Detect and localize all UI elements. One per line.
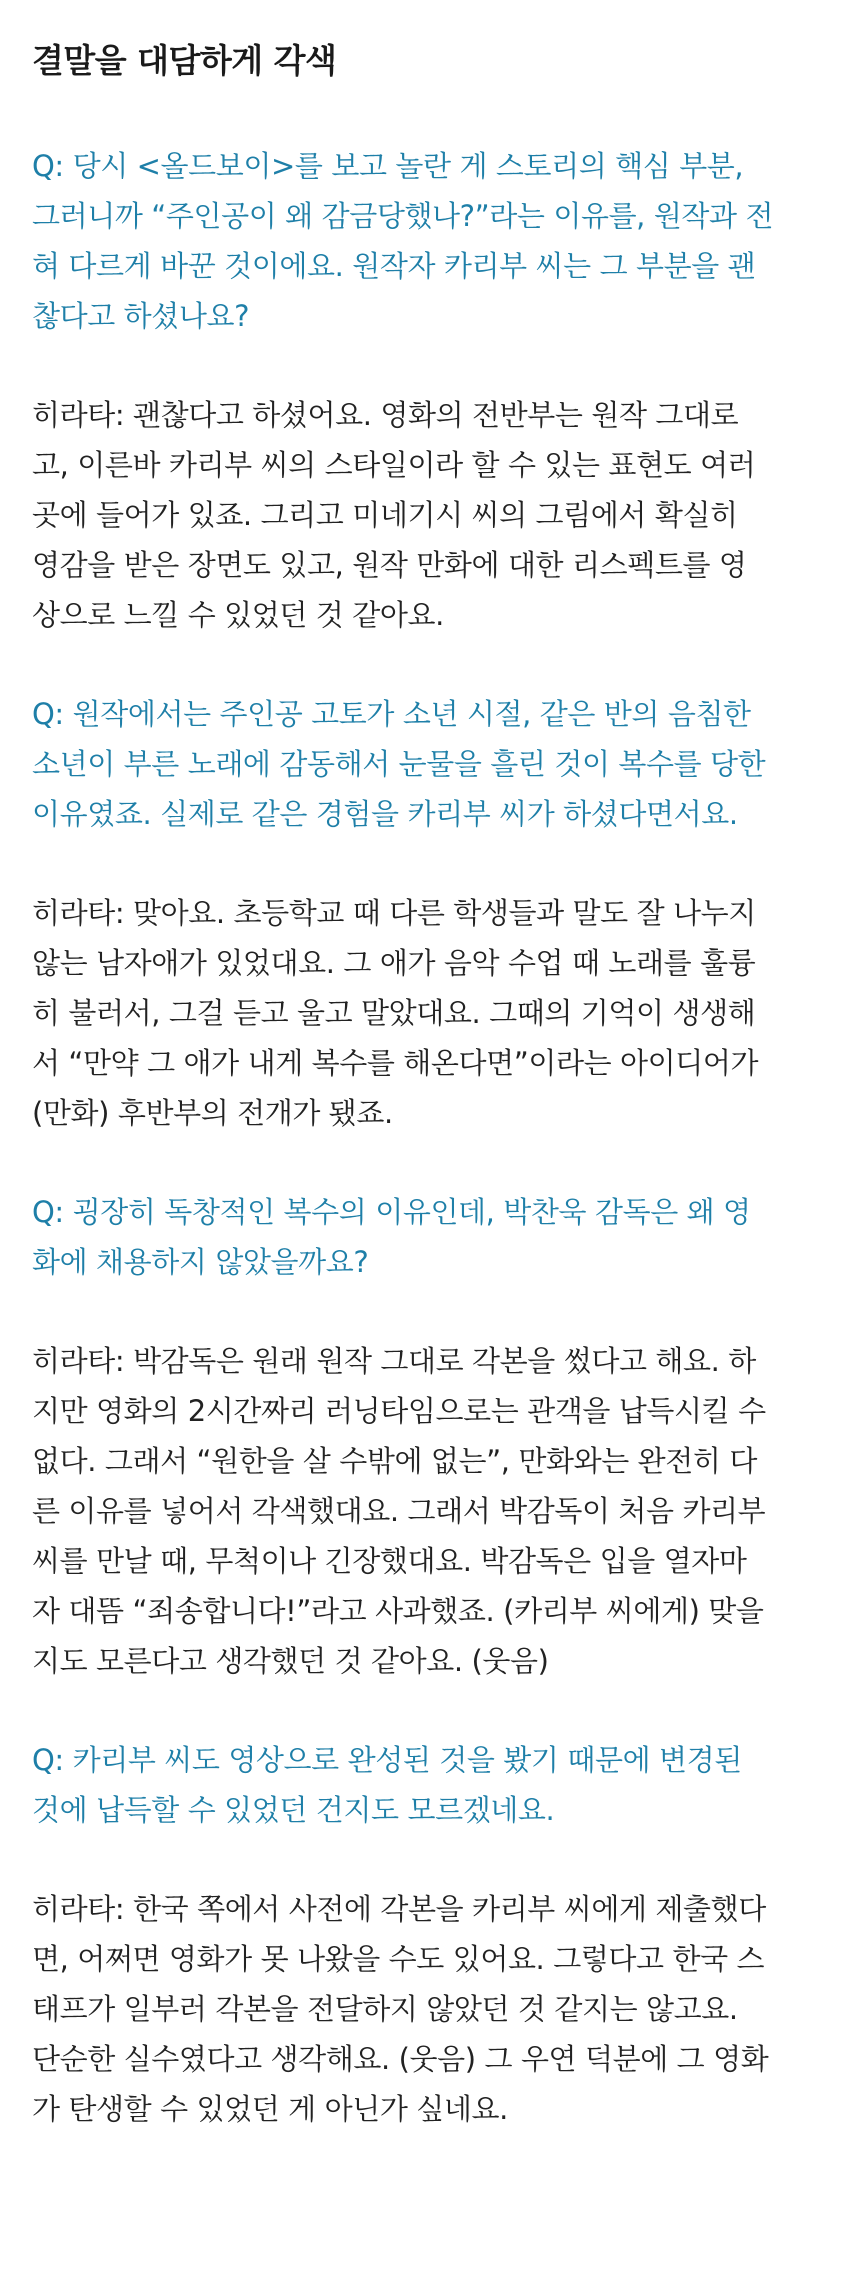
text-line: 소년이 부른 노래에 감동해서 눈물을 흘린 것이 복수를 당한 <box>32 747 766 781</box>
text-line: Q: 원작에서는 주인공 고토가 소년 시절, 같은 반의 음침한 <box>32 697 751 731</box>
text-line: Q: 카리부 씨도 영상으로 완성된 것을 봤기 때문에 변경된 <box>32 1743 742 1777</box>
text-line: 자 대뜸 “죄송합니다!”라고 사과했죠. (카리부 씨에게) 맞을 <box>32 1594 764 1628</box>
text-line: 고, 이른바 카리부 씨의 스타일이라 할 수 있는 표현도 여러 <box>32 448 756 482</box>
answer-paragraph <box>32 390 822 640</box>
answer-paragraph <box>32 1336 822 1686</box>
text-line: 히 불러서, 그걸 듣고 울고 말았대요. 그때의 기억이 생생해 <box>32 996 756 1030</box>
text-line: 가 탄생할 수 있었던 게 아닌가 싶네요. <box>32 2092 508 2126</box>
text-line: 이유였죠. 실제로 같은 경험을 카리부 씨가 하셨다면서요. <box>32 797 738 831</box>
text-line: 히라타: 박감독은 원래 원작 그대로 각본을 썼다고 해요. 하 <box>32 1344 756 1378</box>
text-line: 히라타: 괜찮다고 하셨어요. 영화의 전반부는 원작 그대로 <box>32 398 739 432</box>
text-line: 곳에 들어가 있죠. 그리고 미네기시 씨의 그림에서 확실히 <box>32 498 738 532</box>
text-line: Q: 굉장히 독창적인 복수의 이유인데, 박찬욱 감독은 왜 영 <box>32 1195 751 1229</box>
text-line: 없다. 그래서 “원한을 살 수밖에 없는”, 만화와는 완전히 다 <box>32 1444 757 1478</box>
text-line: 화에 채용하지 않았을까요? <box>32 1245 369 1279</box>
text-line: 영감을 받은 장면도 있고, 원작 만화에 대한 리스펙트를 영 <box>32 548 747 582</box>
text-line: 상으로 느낄 수 있었던 것 같아요. <box>32 598 444 632</box>
answer-paragraph <box>32 888 822 1138</box>
text-line: 찮다고 하셨나요? <box>32 299 250 333</box>
question-paragraph <box>32 1735 822 1835</box>
text-line: 른 이유를 넣어서 각색했대요. 그래서 박감독이 처음 카리부 <box>32 1494 766 1528</box>
text-line: 않는 남자애가 있었대요. 그 애가 음악 수업 때 노래를 훌륭 <box>32 946 756 980</box>
text-line: 지만 영화의 2시간짜리 러닝타임으로는 관객을 납득시킬 수 <box>32 1394 766 1428</box>
text-line: 혀 다르게 바꾼 것이에요. 원작자 카리부 씨는 그 부분을 괜 <box>32 249 756 283</box>
text-line: 씨를 만날 때, 무척이나 긴장했대요. 박감독은 입을 열자마 <box>32 1544 747 1578</box>
text-line: 히라타: 한국 쪽에서 사전에 각본을 카리부 씨에게 제출했다 <box>32 1892 766 1926</box>
article-body <box>32 141 822 2134</box>
text-line: Q: 당시 <올드보이>를 보고 놀란 게 스토리의 핵심 부분, <box>32 149 744 183</box>
text-line: (만화) 후반부의 전개가 됐죠. <box>32 1096 393 1130</box>
text-line: 지도 모른다고 생각했던 것 같아요. (웃음) <box>32 1644 549 1678</box>
question-paragraph <box>32 141 822 341</box>
answer-paragraph <box>32 1884 822 2134</box>
text-line: 그러니까 “주인공이 왜 감금당했나?”라는 이유를, 원작과 전 <box>32 199 774 233</box>
text-line: 태프가 일부러 각본을 전달하지 않았던 것 같지는 않고요. <box>32 1992 738 2026</box>
text-line: 면, 어쩌면 영화가 못 나왔을 수도 있어요. 그렇다고 한국 스 <box>32 1942 765 1976</box>
question-paragraph <box>32 689 822 839</box>
article-title: 결말을 대담하게 각색 <box>32 41 337 80</box>
text-line: 서 “만약 그 애가 내게 복수를 해온다면”이라는 아이디어가 <box>32 1046 759 1080</box>
text-line: 단순한 실수였다고 생각해요. (웃음) 그 우연 덕분에 그 영화 <box>32 2042 769 2076</box>
text-line: 히라타: 맞아요. 초등학교 때 다른 학생들과 말도 잘 나누지 <box>32 896 756 930</box>
question-paragraph <box>32 1187 822 1287</box>
text-line: 것에 납득할 수 있었던 건지도 모르겠네요. <box>32 1793 555 1827</box>
